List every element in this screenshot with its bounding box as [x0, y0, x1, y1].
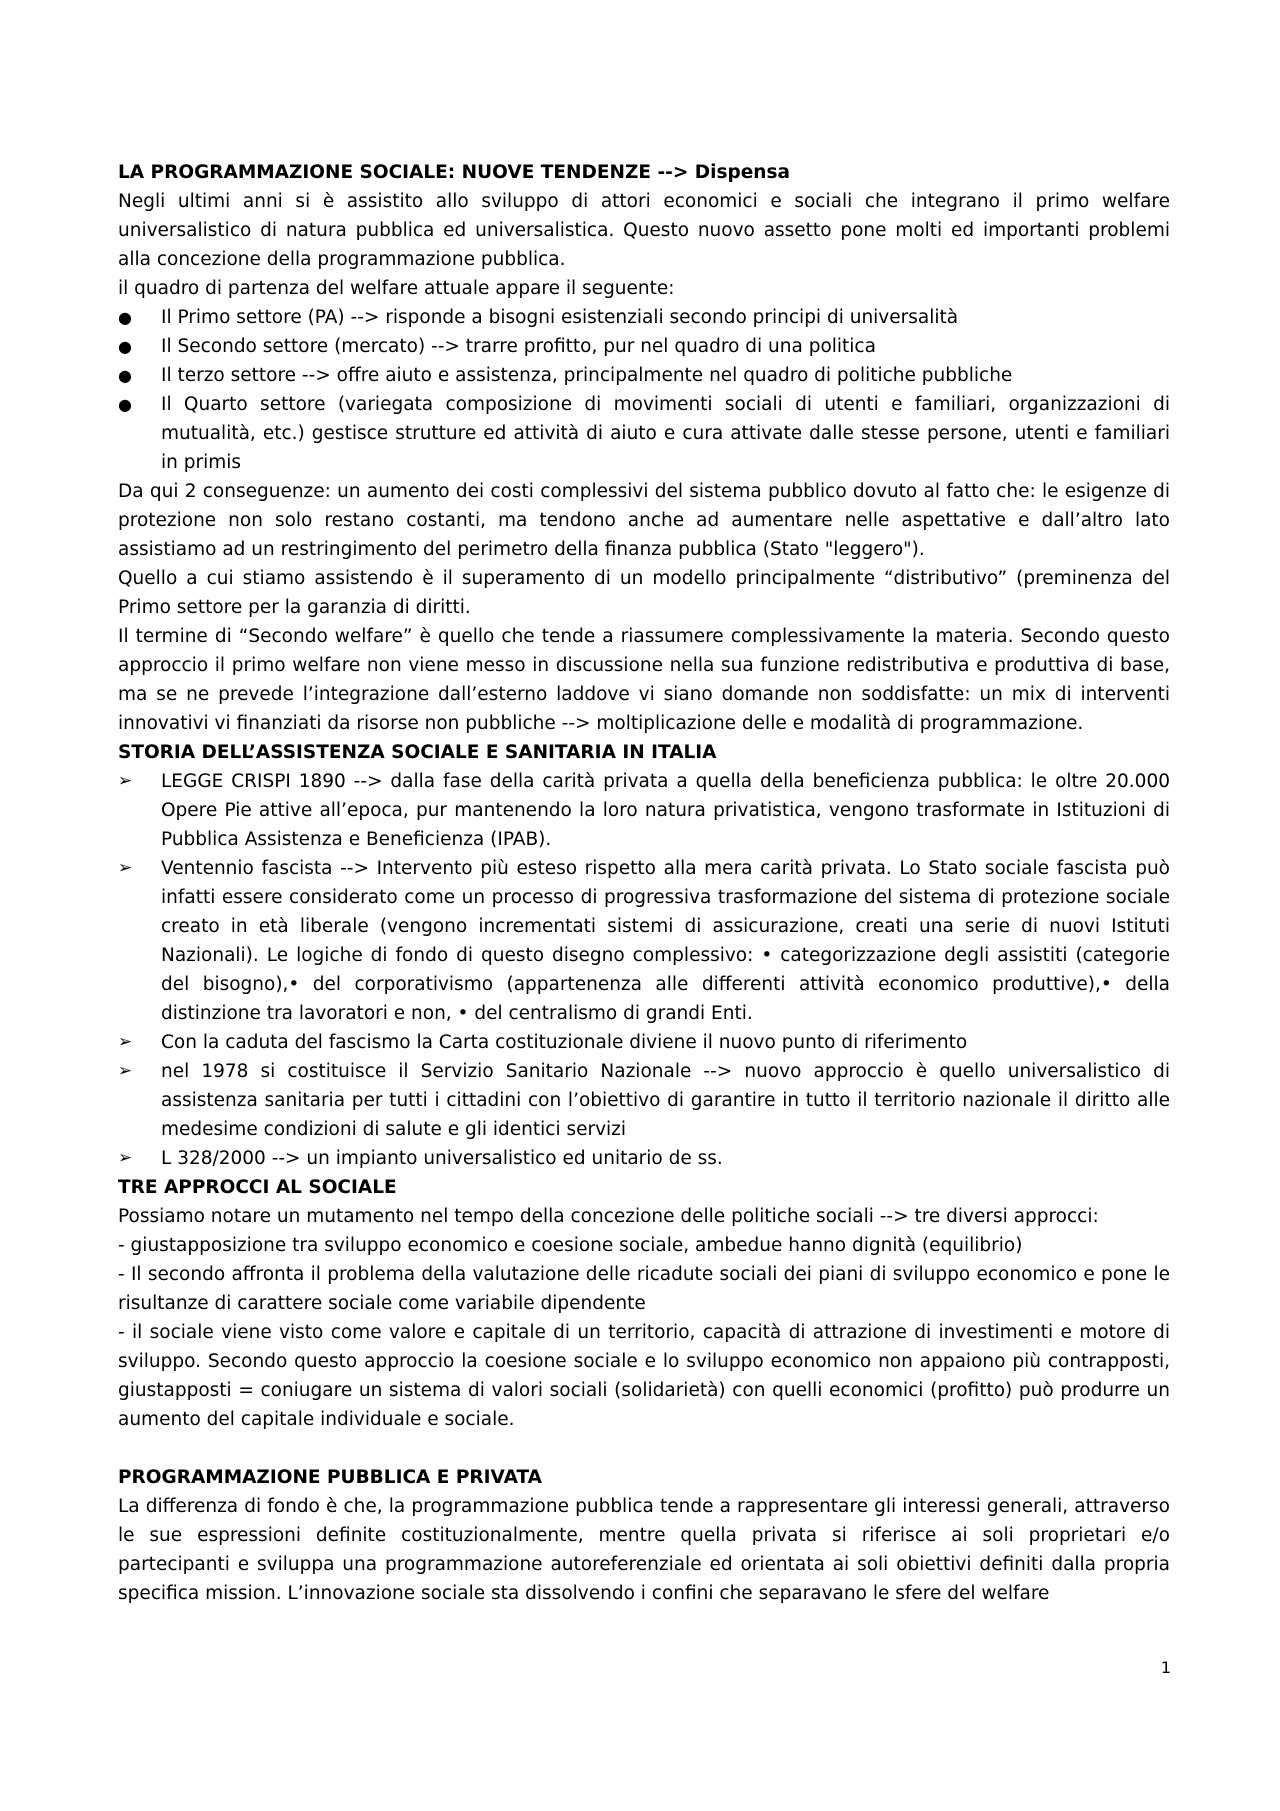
bullet-icon: ●: [118, 308, 132, 327]
bullet-icon: ●: [118, 395, 132, 414]
arrow-bullet-icon: ➢: [118, 1148, 133, 1168]
list-item: [118, 332, 1170, 361]
history-arrow-list: [118, 767, 1170, 1173]
list-item-text: Il terzo settore --> offre aiuto e assistenza, principalmente nel quadro di politiche pubbliche: [161, 365, 1013, 386]
section-title-storia: STORIA DELL’ASSISTENZA SOCIALE E SANITARIA IN ITALIA: [118, 742, 717, 763]
list-item-text: L 328/2000 --> un impianto universalistico ed unitario de ss.: [161, 1148, 723, 1169]
paragraph: - giustapposizione tra sviluppo economico e coesione sociale, ambedue hanno dignità (equilibrio): [118, 1235, 1023, 1256]
paragraph: Da qui 2 conseguenze: un aumento dei costi complessivi del sistema pubblico dovuto al fatto che: le esigenze di protezione non solo restano costanti, ma tendono anche ad aumentare nelle aspettative e dall’altro lato assistiamo ad un restringimento del perimetro della finanza pubblica (Stato "leggero").: [118, 481, 1170, 560]
list-item-text: Con la caduta del fascismo la Carta costituzionale diviene il nuovo punto di riferimento: [161, 1032, 968, 1053]
list-item: [118, 303, 1170, 332]
list-item-text: Il Primo settore (PA) --> risponde a bisogni esistenziali secondo principi di universalità: [161, 307, 959, 328]
paragraph: Il termine di “Secondo welfare” è quello che tende a riassumere complessivamente la materia. Secondo questo approccio il primo welfare non viene messo in discussione nella sua funzione redistributiva e produttiva di base, ma se ne prevede l’integrazione dall’esterno laddove vi siano domande non soddisfatte: un mix di interventi innovativi vi finanziati da risorse non pubbliche --> moltiplicazione delle e modalità di programmazione.: [118, 626, 1170, 734]
list-item-text: Il Quarto settore (variegata composizione di movimenti sociali di utenti e familiari, organizzazioni di mutualità, etc.) gestisce strutture ed attività di aiuto e cura attivate dalle stesse persone, utenti e familiari in primis: [161, 394, 1170, 473]
bullet-icon: ●: [118, 337, 132, 356]
lead-paragraph: il quadro di partenza del welfare attuale appare il seguente:: [118, 278, 675, 299]
list-item: [118, 854, 1170, 1028]
paragraph: Possiamo notare un mutamento nel tempo della concezione delle politiche sociali --> tre diversi approcci:: [118, 1206, 1099, 1227]
section-title-programmazione-sociale: LA PROGRAMMAZIONE SOCIALE: NUOVE TENDENZE --> Dispensa: [118, 162, 790, 183]
list-item: [118, 1144, 1170, 1173]
list-item-text: Ventennio fascista --> Intervento più esteso rispetto alla mera carità privata. Lo Stato sociale fascista può infatti essere considerato come un processo di progressiva trasformazione del sistema di protezione sociale creato in età liberale (vengono incrementati sistemi di assicurazione, creati una serie di nuovi Istituti Nazionali). Le logiche di fondo di questo disegno complessivo: • categorizzazione degli assistiti (categorie del bisogno),• del corporativismo (appartenenza alle differenti attività economico produttive),• della distinzione tra lavoratori e non, • del centralismo di grandi Enti.: [161, 858, 1170, 1024]
arrow-bullet-icon: ➢: [118, 771, 133, 791]
list-item-text: LEGGE CRISPI 1890 --> dalla fase della carità privata a quella della beneficienza pubblica: le oltre 20.000 Opere Pie attive all’epoca, pur mantenendo la loro natura privatistica, vengono trasformate in Istituzioni di Pubblica Assistenza e Beneficienza (IPAB).: [161, 771, 1170, 850]
list-item-text: Il Secondo settore (mercato) --> trarre profitto, pur nel quadro di una politica: [161, 336, 876, 357]
list-item: [118, 390, 1170, 477]
paragraph: - il sociale viene visto come valore e capitale di un territorio, capacità di attrazione di investimenti e motore di sviluppo. Secondo questo approccio la coesione sociale e lo sviluppo economico non appaiono più contrapposti, giustapposti = coniugare un sistema di valori sociali (solidarietà) con quelli economici (profitto) può produrre un aumento del capitale individuale e sociale.: [118, 1322, 1170, 1430]
section-title-programmazione-pubblica-privata: PROGRAMMAZIONE PUBBLICA E PRIVATA: [118, 1467, 543, 1488]
arrow-bullet-icon: ➢: [118, 1061, 133, 1081]
intro-paragraph: Negli ultimi anni si è assistito allo sviluppo di attori economici e sociali che integrano il primo welfare universalistico di natura pubblica ed universalistica. Questo nuovo assetto pone molti ed importanti problemi alla concezione della programmazione pubblica.: [118, 191, 1170, 270]
paragraph: - Il secondo affronta il problema della valutazione delle ricadute sociali dei piani di sviluppo economico e pone le risultanze di carattere sociale come variabile dipendente: [118, 1264, 1170, 1314]
list-item: [118, 767, 1170, 854]
list-item: [118, 1028, 1170, 1057]
sector-bullet-list: [118, 303, 1170, 477]
paragraph: Quello a cui stiamo assistendo è il superamento di un modello principalmente “distributivo” (preminenza del Primo settore per la garanzia di diritti.: [118, 568, 1170, 618]
bullet-icon: ●: [118, 366, 132, 385]
list-item-text: nel 1978 si costituisce il Servizio Sanitario Nazionale --> nuovo approccio è quello universalistico di assistenza sanitaria per tutti i cittadini con l’obiettivo di garantire in tutto il territorio nazionale il diritto alle medesime condizioni di salute e gli identici servizi: [161, 1061, 1170, 1140]
list-item: [118, 1057, 1170, 1144]
list-item: [118, 361, 1170, 390]
section-title-tre-approcci: TRE APPROCCI AL SOCIALE: [118, 1177, 397, 1198]
blank-line: [118, 1434, 1170, 1463]
paragraph: La differenza di fondo è che, la programmazione pubblica tende a rappresentare gli interessi generali, attraverso le sue espressioni definite costituzionalmente, mentre quella privata si riferisce ai soli proprietari e/o partecipanti e sviluppa una programmazione autoreferenziale ed orientata ai soli obiettivi definiti dalla propria specifica mission. L’innovazione sociale sta dissolvendo i confini che separavano le sfere del welfare: [118, 1496, 1170, 1604]
arrow-bullet-icon: ➢: [118, 858, 133, 878]
arrow-bullet-icon: ➢: [118, 1032, 133, 1052]
page-number: 1: [1160, 1658, 1171, 1677]
document-page: [118, 158, 1170, 1608]
